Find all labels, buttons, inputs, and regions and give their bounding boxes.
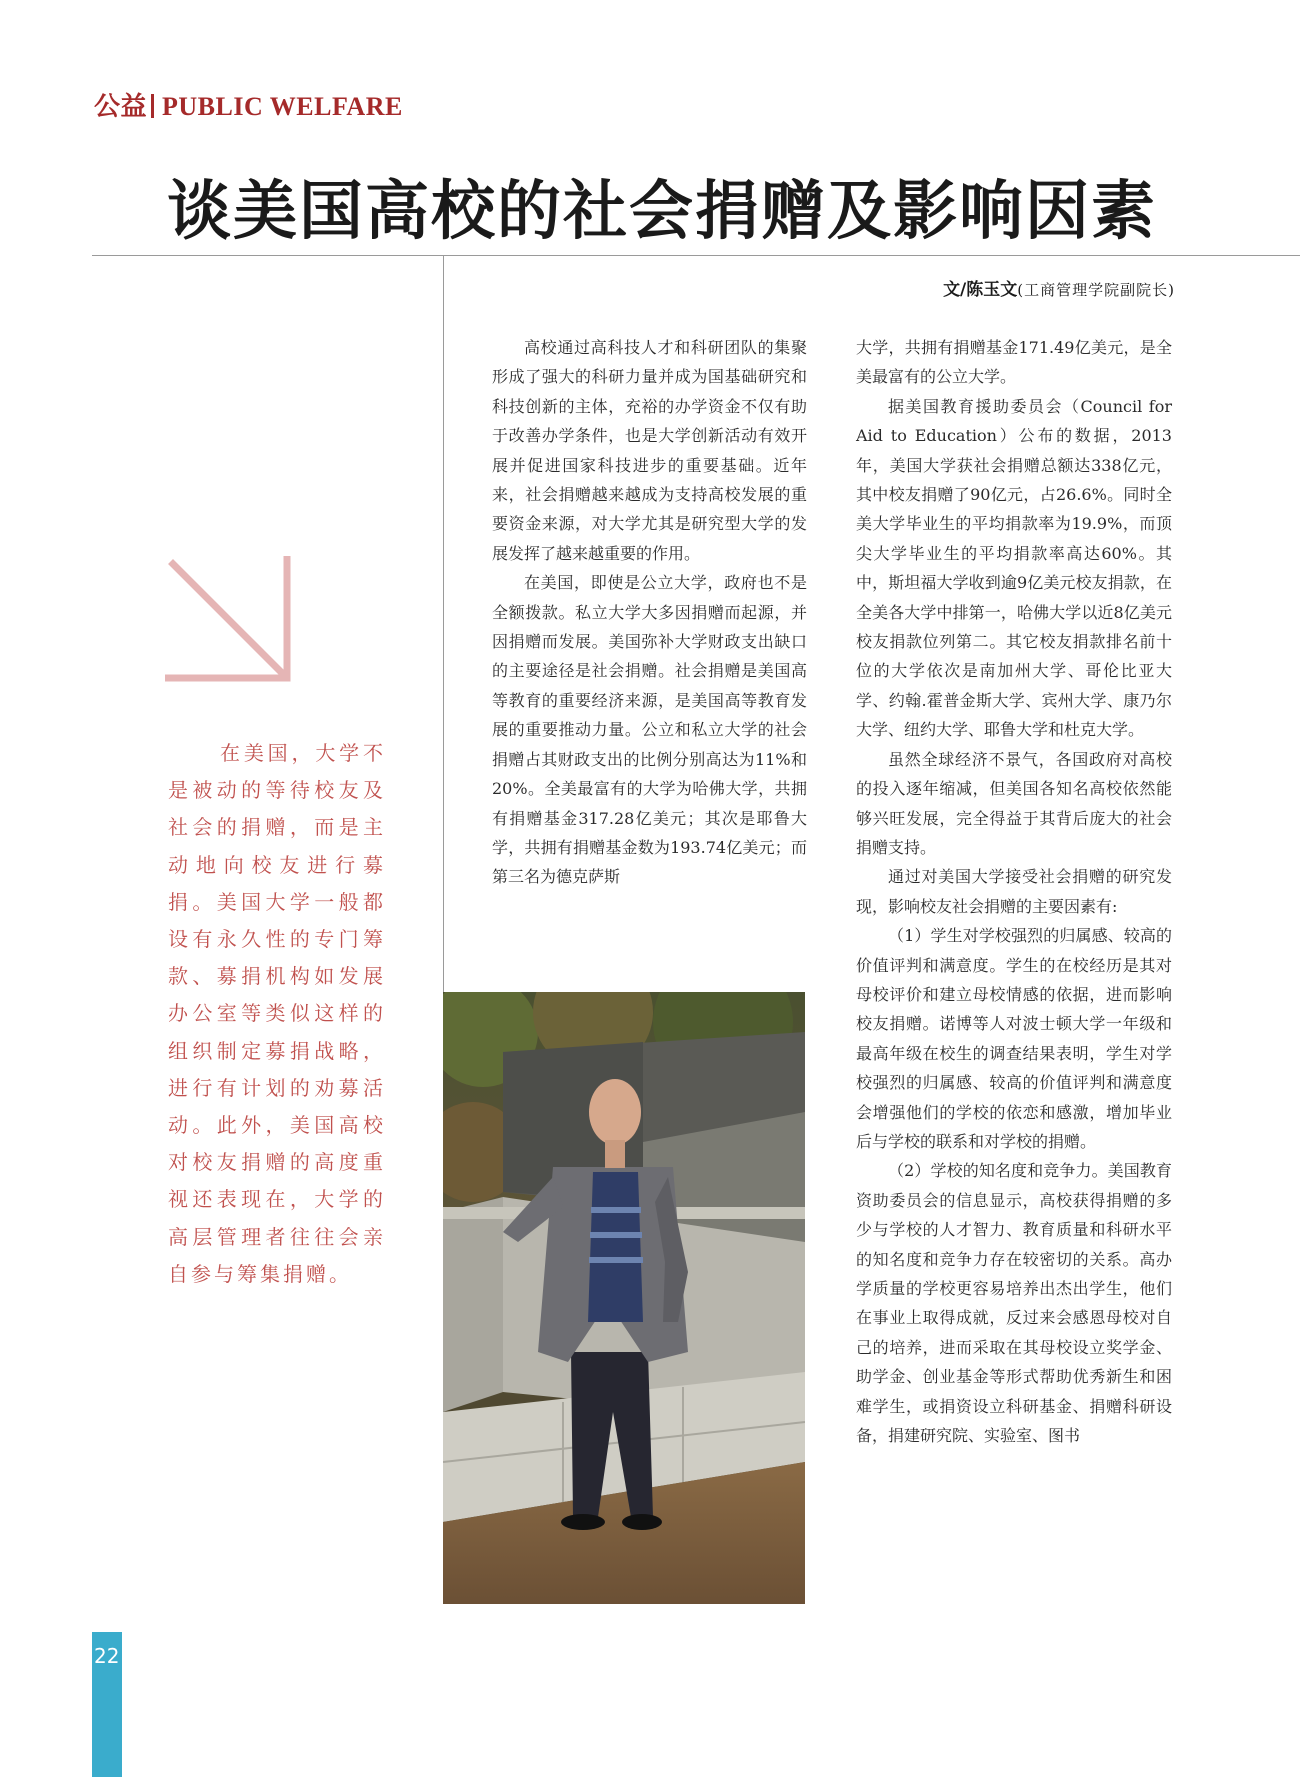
paragraph: 在美国，即使是公立大学，政府也不是全额拨款。私立大学大多因捐赠而起源，并因捐赠而发展。美国弥补大学财政支出缺口的主要途径是社会捐赠。社会捐赠是美国高等教育的重要经济来源，是美国高等教育发展的重要推动力量。公立和私立大学的社会捐赠占其财政支出的比例分别高达为11%和20%。全美最富有的大学为哈佛大学，共拥有捐赠基金317.28亿美元；其次是耶鲁大学，共拥有捐赠基金数为193.74亿美元；而第三名为德克萨斯 [492, 573, 807, 887]
byline-affiliation: (工商管理学院副院长) [1017, 281, 1175, 299]
paragraph: （1）学生对学校强烈的归属感、较高的价值评判和满意度。学生的在校经历是其对母校评价和建立母校情感的依据，进而影响校友捐赠。诺博等人对波士顿大学一年级和最高年级在校生的调查结果表明，学生对学校强烈的归属感、较高的价值评判和满意度会增强他们的学校的依恋和感激，增加毕业后与学校的联系和对学校的捐赠。 [856, 926, 1172, 1151]
section-label-en: PUBLIC WELFARE [162, 92, 403, 121]
byline [943, 275, 1175, 300]
title-rule [92, 255, 1300, 256]
author-photo-illustration [443, 992, 805, 1604]
arrow-down-right-icon [165, 556, 295, 686]
pullquote [168, 735, 386, 1293]
column-middle [492, 333, 807, 892]
section-label [94, 86, 403, 123]
column-divider [443, 256, 444, 992]
paragraph: 通过对美国大学接受社会捐赠的研究发现，影响校友社会捐赠的主要因素有: [856, 867, 1172, 916]
section-label-cn: 公益 [94, 92, 148, 121]
article-title: 谈美国高校的社会捐赠及影响因素 [167, 175, 1157, 249]
paragraph: 据美国教育援助委员会（Council for Aid to Education）公布的数据，2013年，美国大学获社会捐赠总额达338亿元，其中校友捐赠了90亿元，占26.6%。同时全美大学毕业生的平均捐款率为19.9%，而顶尖大学毕业生的平均捐款率高达60%。其中，斯坦福大学收到逾9亿美元校友捐款，在全美各大学中排第一，哈佛大学以近8亿美元校友捐款位列第二。其它校友捐款排名前十位的大学依次是南加州大学、哥伦比亚大学、约翰.霍普金斯大学、宾州大学、康乃尔大学、纽约大学、耶鲁大学和杜克大学。 [856, 396, 1172, 740]
author-photo [443, 992, 805, 1604]
page-number: 22 [94, 1644, 120, 1668]
paragraph: （2）学校的知名度和竞争力。美国教育资助委员会的信息显示，高校获得捐赠的多少与学校的人才智力、教育质量和科研水平的知名度和竞争力存在较密切的关系。高办学质量的学校更容易培养出杰出学生，他们在事业上取得成就，反过来会感恩母校对自己的培养，进而采取在其母校设立奖学金、助学金、创业基金等形式帮助优秀新生和困难学生，或捐资设立科研基金、捐赠科研设备，捐建研究院、实验室、图书 [856, 1161, 1172, 1446]
paragraph: 大学，共拥有捐赠基金171.49亿美元，是全美最富有的公立大学。 [856, 338, 1172, 387]
byline-author: 文/陈玉文 [943, 280, 1018, 300]
section-divider [151, 94, 154, 118]
pullquote-text: 在美国，大学不是被动的等待校友及社会的捐赠，而是主动地向校友进行募捐。美国大学一般都设有永久性的专门筹款、募捐机构如发展办公室等类似这样的组织制定募捐战略，进行有计划的劝募活动。此外，美国高校对校友捐赠的高度重视还表现在，大学的高层管理者往往会亲自参与筹集捐赠。 [168, 741, 386, 1286]
column-right [856, 333, 1172, 1450]
paragraph: 虽然全球经济不景气，各国政府对高校的投入逐年缩减，但美国各知名高校依然能够兴旺发展，完全得益于其背后庞大的社会捐赠支持。 [856, 749, 1172, 857]
paragraph: 高校通过高科技人才和科研团队的集聚形成了强大的科研力量并成为国基础研究和科技创新的主体，充裕的办学资金不仅有助于改善办学条件，也是大学创新活动有效开展并促进国家科技进步的重要基础。近年来，社会捐赠越来越成为支持高校发展的重要资金来源，对大学尤其是研究型大学的发展发挥了越来越重要的作用。 [492, 338, 807, 563]
